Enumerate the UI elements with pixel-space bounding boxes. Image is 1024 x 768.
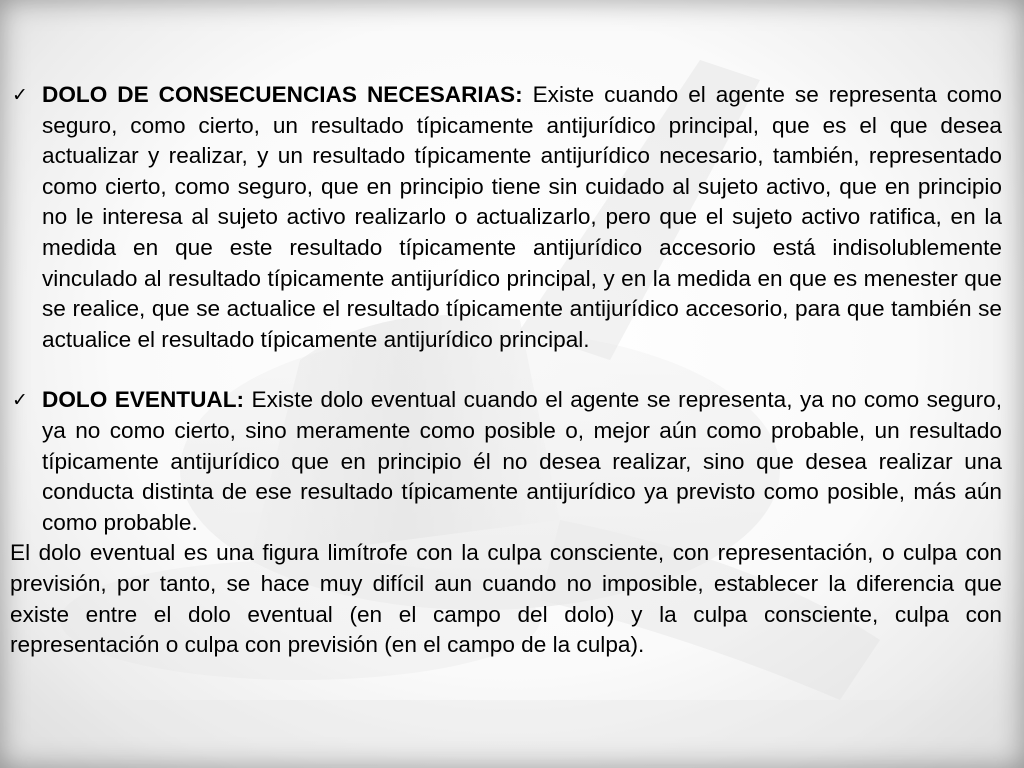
check-mark-icon: ✓ [12, 84, 28, 106]
slide-content [10, 80, 1002, 661]
bullet-dolo-consecuencias-necesarias [10, 80, 1002, 355]
bullet-text: Existe cuando el agente se representa como seguro, como cierto, un resultado típicamente antijurídico principal, que es el que desea actualizar y realizar, y un resultado típicamente antijurídico necesario, también, representado como cierto, como seguro, que en principio tiene sin cuidado al sujeto activo, que en principio no le interesa al sujeto activo realizarlo o actualizarlo, pero que el sujeto activo ratifica, en la medida en que este resultado típicamente antijurídico accesorio está indisolublemente vinculado al resultado típicamente antijurídico principal, y en la medida en que es menester que se realice, que se actualice el resultado típicamente antijurídico accesorio, para que también se actualice el resultado típicamente antijurídico principal. [42, 82, 1002, 352]
bullet-term: DOLO EVENTUAL: [42, 387, 245, 413]
bullet-term: DOLO DE CONSECUENCIAS NECESARIAS: [42, 82, 523, 107]
closing-paragraph: El dolo eventual es una figura limítrofe con la culpa consciente, con representación, o culpa con previsión, por tanto, se hace muy difícil aun cuando no imposible, establecer la diferencia que existe entre el dolo eventual (en el campo del dolo) y la culpa consciente, culpa con representación o culpa con previsión (en el campo de la culpa). [10, 540, 1002, 658]
bullet-text: Existe dolo eventual cuando el agente se representa, ya no como seguro, ya no como cierto, sino meramente como posible o, mejor aún como probable, un resultado típicamente antijurídico que en principio él no desea realizar, sino que desea realizar una conducta distinta de ese resultado típicamente antijurídico ya previsto como posible, más aún como probable. [42, 387, 1002, 535]
check-mark-icon: ✓ [12, 389, 28, 412]
bullet-dolo-eventual [10, 385, 1002, 538]
